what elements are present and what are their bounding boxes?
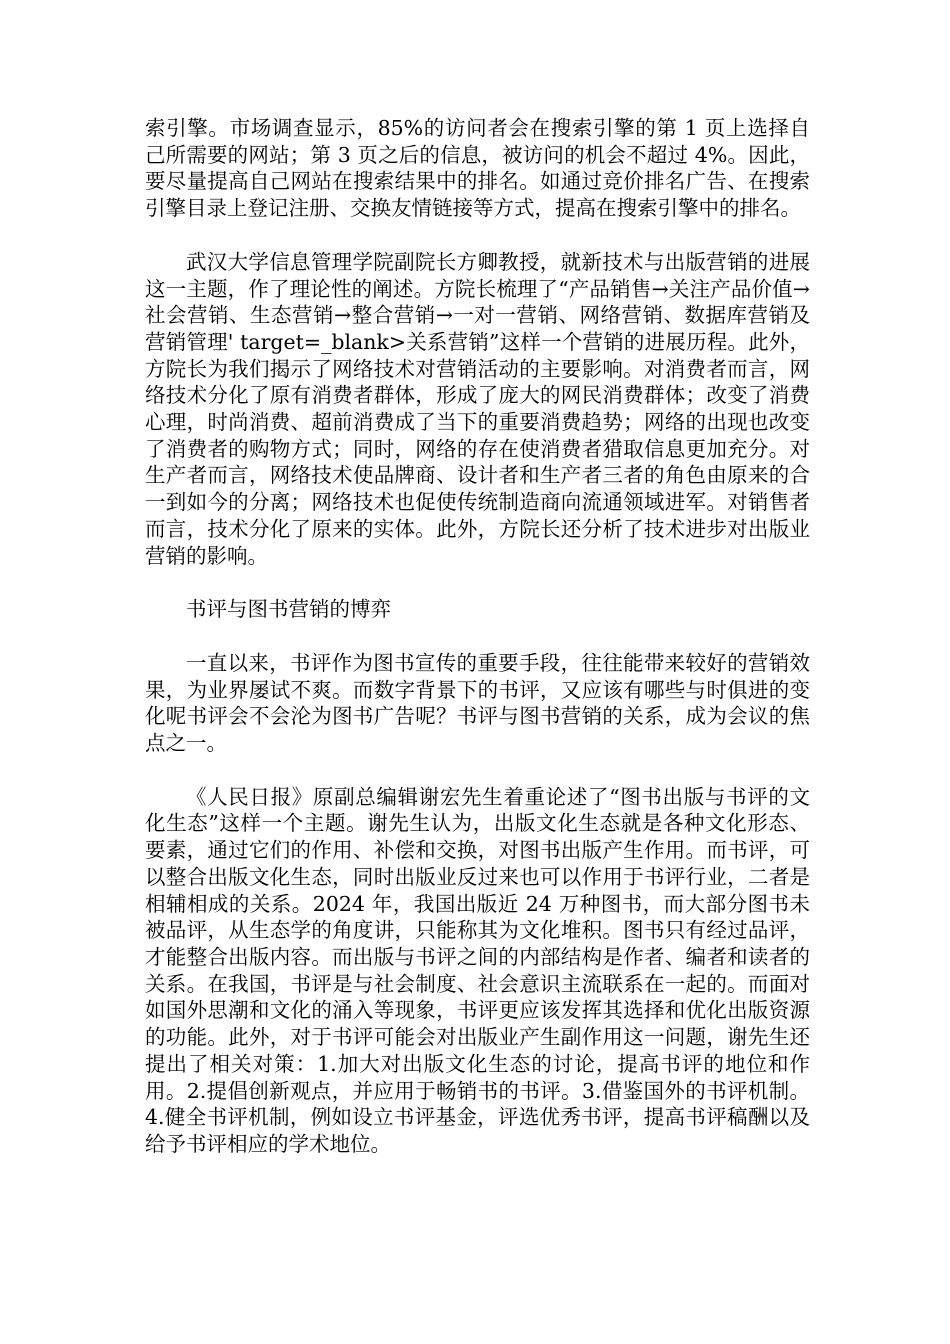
paragraph-book-review-intro: 一直以来，书评作为图书宣传的重要手段，往往能带来较好的营销效果，为业界屡试不爽。而数字背景下的书评，又应该有哪些与时俱进的变化呢书评会不会沦为图书广告呢？书评与图书营销的关系，成为会议的焦点之一。 — [145, 650, 810, 756]
paragraph-search-engine-ranking: 索引擎。市场调查显示，85%的访问者会在搜索引擎的第 1 页上选择自己所需要的网站；第 3 页之后的信息，被访问的机会不超过 4%。因此，要尽量提高自己网站在搜索结果中的排名。如通过竞价排名广告、在搜索引擎目录上登记注册、交换友情链接等方式，提高在搜索引擎中的排名。 — [145, 116, 810, 221]
document-body — [145, 115, 810, 1185]
section-heading-book-review: 书评与图书营销的博弈 — [186, 597, 391, 622]
paragraph-fang-qing-marketing: 武汉大学信息管理学院副院长方卿教授，就新技术与出版营销的进展这一主题，作了理论性的阐述。方院长梳理了“产品销售→关注产品价值→社会营销、生态营销→整合营销→一对一营销、网络营销、数据库营销及营销管理' target=_blank>关系营销”这样一个营销的进展历程。此外，方院长为我们揭示了网络技术对营销活动的主要影响。对消费者而言，网络技术分化了原有消费者群体，形成了庞大的网民消费群体；改变了消费心理，时尚消费、超前消费成了当下的重要消费趋势；网络的出现也改变了消费者的购物方式；同时，网络的存在使消费者猎取信息更加充分。对生产者而言，网络技术使品牌商、设计者和生产者三者的角色由原来的合一到如今的分离；网络技术也促使传统制造商向流通领域进军。对销售者而言，技术分化了原来的实体。此外，方院长还分析了技术进步对出版业营销的影响。 — [145, 249, 810, 568]
paragraph-xie-hong-review-ecology: 《人民日报》原副总编辑谢宏先生着重论述了“图书出版与书评的文化生态”这样一个主题。谢先生认为，出版文化生态就是各种文化形态、要素，通过它们的作用、补偿和交换，对图书出版产生作用。而书评，可以整合出版文化生态，同时出版业反过来也可以作用于书评行业，二者是相辅相成的关系。2024 年，我国出版近 24 万种图书，而大部分图书未被品评，从生态学的角度讲，只能称其为文化堆积。图书只有经过品评，才能整合出版内容。而出版与书评之间的内部结构是作者、编者和读者的关系。在我国，书评是与社会制度、社会意识主流联系在一起的。而面对如国外思潮和文化的涌入等现象，书评更应该发挥其选择和优化出版资源的功能。此外，对于书评可能会对出版业产生副作用这一问题，谢先生还提出了相关对策：1.加大对出版文化生态的讨论，提高书评的地位和作用。2.提倡创新观点，并应用于畅销书的书评。3.借鉴国外的书评机制。4.健全书评机制，例如设立书评基金，评选优秀书评，提高书评稿酬以及给予书评相应的学术地位。 — [145, 784, 810, 1156]
